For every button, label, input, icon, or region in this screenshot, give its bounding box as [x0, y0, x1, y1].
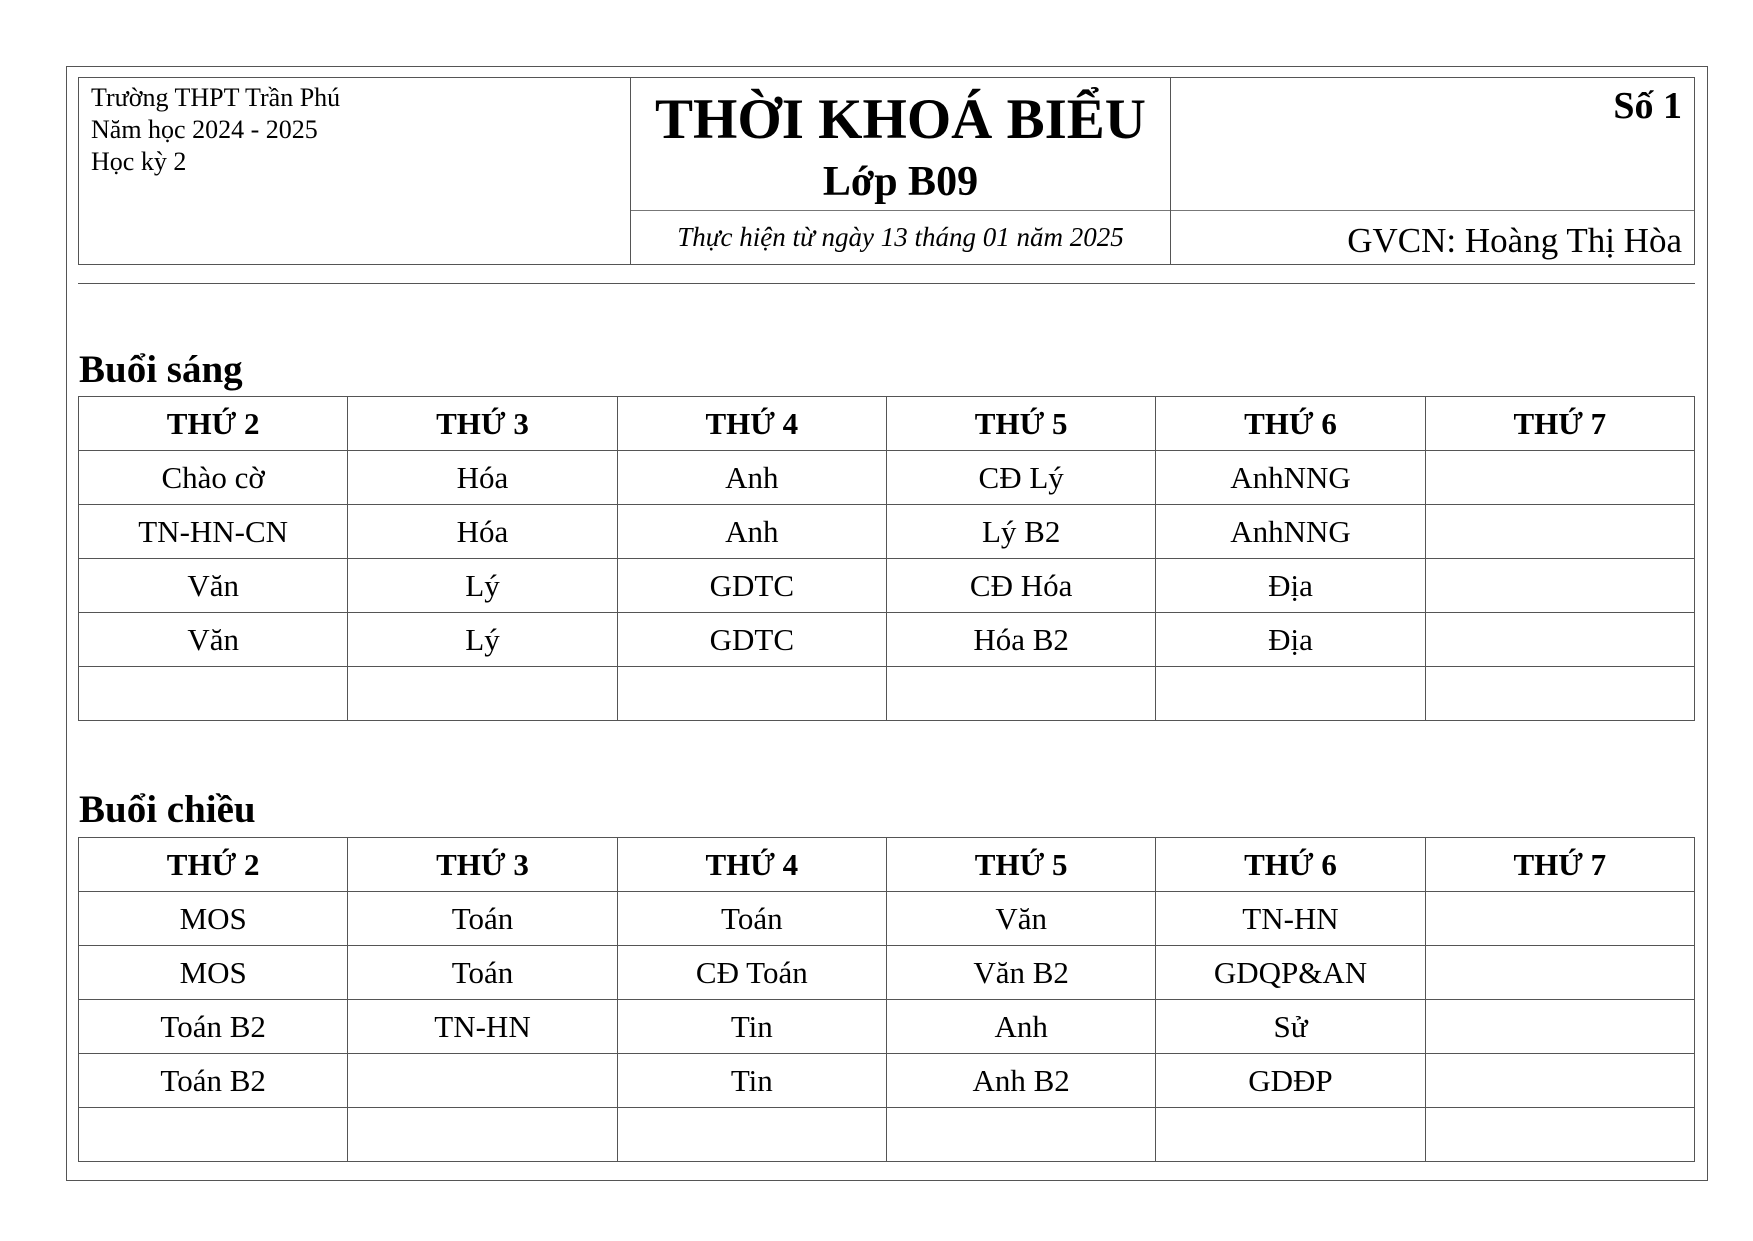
period-row	[79, 1054, 1695, 1108]
morning-schedule	[78, 396, 1695, 721]
subject-cell: Lý	[348, 559, 617, 613]
period-row	[79, 613, 1695, 667]
subject-cell: Tin	[617, 1000, 886, 1054]
subject-cell: Toán	[617, 892, 886, 946]
day-header-row	[79, 838, 1695, 892]
day-header-row	[79, 397, 1695, 451]
subject-cell: Anh	[886, 1000, 1155, 1054]
subject-cell	[1425, 667, 1694, 721]
school-year: Năm học 2024 - 2025	[91, 115, 318, 144]
subject-cell: GDQP&AN	[1156, 946, 1425, 1000]
subject-cell	[1425, 892, 1694, 946]
sheet-number: Số 1	[1613, 85, 1682, 127]
period-row	[79, 1000, 1695, 1054]
day-header: THỨ 2	[79, 838, 348, 892]
title-divider	[631, 210, 1170, 211]
day-header: THỨ 4	[617, 397, 886, 451]
subject-cell: AnhNNG	[1156, 451, 1425, 505]
subject-cell	[617, 1108, 886, 1162]
subject-cell: Văn B2	[886, 946, 1155, 1000]
day-header: THỨ 6	[1156, 397, 1425, 451]
subject-cell	[348, 1054, 617, 1108]
header-table	[78, 77, 1695, 265]
subject-cell	[1425, 946, 1694, 1000]
effective-date: Thực hiện từ ngày 13 tháng 01 năm 2025	[677, 222, 1124, 252]
afternoon-title: Buổi chiều	[79, 788, 256, 831]
subject-cell: Toán B2	[79, 1000, 348, 1054]
subject-cell	[348, 1108, 617, 1162]
homeroom-teacher: GVCN: Hoàng Thị Hòa	[1347, 221, 1682, 260]
subject-cell: Văn	[79, 559, 348, 613]
subject-cell	[79, 667, 348, 721]
subject-cell	[617, 667, 886, 721]
sheet-divider	[1171, 210, 1694, 211]
afternoon-schedule	[78, 837, 1695, 1162]
subject-cell	[1425, 1054, 1694, 1108]
subject-cell: CĐ Toán	[617, 946, 886, 1000]
subject-cell	[886, 667, 1155, 721]
subject-cell	[1156, 667, 1425, 721]
subject-cell: GDTC	[617, 613, 886, 667]
subject-cell: Văn	[79, 613, 348, 667]
day-header: THỨ 7	[1425, 838, 1694, 892]
subject-cell: Toán B2	[79, 1054, 348, 1108]
subject-cell: AnhNNG	[1156, 505, 1425, 559]
period-row	[79, 451, 1695, 505]
subject-cell: Tin	[617, 1054, 886, 1108]
subject-cell: CĐ Hóa	[886, 559, 1155, 613]
subject-cell: Địa	[1156, 613, 1425, 667]
day-header: THỨ 6	[1156, 838, 1425, 892]
class-name: Lớp B09	[822, 159, 979, 205]
subject-cell	[886, 1108, 1155, 1162]
subject-cell: Lý	[348, 613, 617, 667]
subject-cell	[1425, 1108, 1694, 1162]
subject-cell: TN-HN	[348, 1000, 617, 1054]
subject-cell: Hóa	[348, 451, 617, 505]
subject-cell: Anh B2	[886, 1054, 1155, 1108]
subject-cell: MOS	[79, 892, 348, 946]
subject-cell: MOS	[79, 946, 348, 1000]
day-header: THỨ 5	[886, 397, 1155, 451]
subject-cell: Toán	[348, 892, 617, 946]
subject-cell: Hóa	[348, 505, 617, 559]
morning-title: Buổi sáng	[79, 348, 243, 391]
day-header: THỨ 3	[348, 838, 617, 892]
subject-cell	[1156, 1108, 1425, 1162]
header-rule	[78, 283, 1695, 284]
subject-cell: CĐ Lý	[886, 451, 1155, 505]
subject-cell	[1425, 1000, 1694, 1054]
subject-cell	[348, 667, 617, 721]
subject-cell: Anh	[617, 451, 886, 505]
subject-cell: Văn	[886, 892, 1155, 946]
subject-cell: Chào cờ	[79, 451, 348, 505]
subject-cell: GDĐP	[1156, 1054, 1425, 1108]
day-header: THỨ 4	[617, 838, 886, 892]
subject-cell: Lý B2	[886, 505, 1155, 559]
title-block	[631, 78, 1171, 265]
school-name: Trường THPT Trần Phú	[91, 83, 341, 112]
period-row	[79, 1108, 1695, 1162]
subject-cell	[1425, 559, 1694, 613]
subject-cell: GDTC	[617, 559, 886, 613]
subject-cell: TN-HN-CN	[79, 505, 348, 559]
period-row	[79, 559, 1695, 613]
period-row	[79, 667, 1695, 721]
semester: Học kỳ 2	[91, 147, 187, 176]
subject-cell: Toán	[348, 946, 617, 1000]
period-row	[79, 946, 1695, 1000]
period-row	[79, 892, 1695, 946]
day-header: THỨ 7	[1425, 397, 1694, 451]
subject-cell	[79, 1108, 348, 1162]
subject-cell: TN-HN	[1156, 892, 1425, 946]
sheet-info	[1171, 78, 1695, 265]
day-header: THỨ 5	[886, 838, 1155, 892]
subject-cell	[1425, 451, 1694, 505]
page-title: THỜI KHOÁ BIỂU	[655, 88, 1146, 151]
subject-cell	[1425, 505, 1694, 559]
subject-cell: Anh	[617, 505, 886, 559]
day-header: THỨ 3	[348, 397, 617, 451]
period-row	[79, 505, 1695, 559]
subject-cell: Địa	[1156, 559, 1425, 613]
day-header: THỨ 2	[79, 397, 348, 451]
subject-cell: Hóa B2	[886, 613, 1155, 667]
subject-cell: Sử	[1156, 1000, 1425, 1054]
subject-cell	[1425, 613, 1694, 667]
school-info	[79, 78, 631, 265]
